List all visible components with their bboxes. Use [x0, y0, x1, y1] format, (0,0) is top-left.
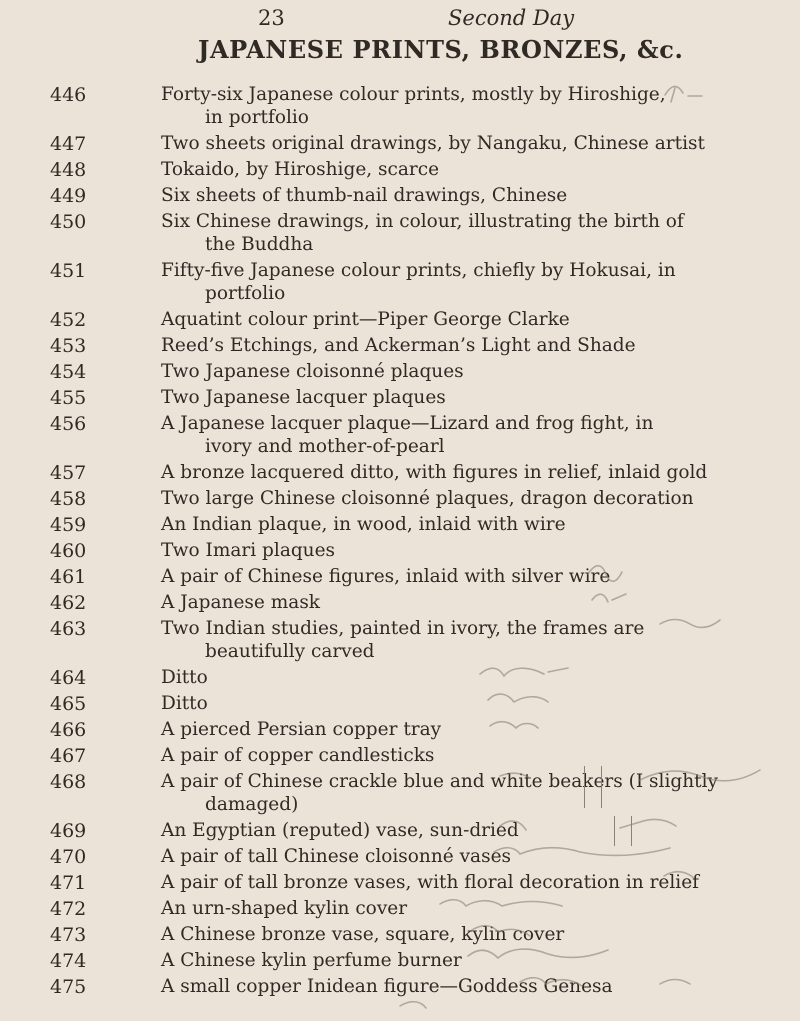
lot-description: Two Japanese cloisonné plaques	[161, 361, 464, 382]
lot-number: 446	[50, 84, 87, 106]
lot-number: 457	[50, 462, 87, 484]
lot-description: Ditto	[161, 693, 208, 714]
lot-number: 467	[50, 745, 87, 767]
lot-number: 471	[50, 872, 87, 894]
lot-description: Reed’s Etchings, and Ackerman’s Light and Shade	[161, 335, 636, 356]
lot-description: A Chinese bronze vase, square, kylin cover	[161, 924, 565, 945]
lot-number: 452	[50, 309, 87, 331]
lot-description: Two sheets original drawings, by Nangaku, Chinese artist	[161, 133, 705, 154]
lot-description: Fifty-five Japanese colour prints, chiefly by Hokusai, in	[161, 260, 676, 281]
lot-number: 465	[50, 693, 87, 715]
handwritten-price-mark	[488, 694, 548, 702]
lot-number: 475	[50, 976, 87, 998]
lot-description: Two large Chinese cloisonné plaques, dragon decoration	[161, 488, 694, 509]
lot-number: 474	[50, 950, 87, 972]
lot-number: 449	[50, 185, 87, 207]
lot-description: An urn-shaped kylin cover	[161, 898, 408, 919]
handwritten-price-mark	[490, 722, 538, 728]
handwritten-price-mark	[665, 86, 702, 102]
page-number: 23	[258, 6, 285, 30]
handwritten-price-mark	[480, 668, 568, 676]
pencil-bracket	[584, 766, 602, 808]
handwritten-price-mark	[440, 900, 562, 906]
handwritten-price-mark	[494, 848, 670, 856]
lot-description: A pair of copper candlesticks	[161, 745, 435, 766]
lot-description: A Chinese kylin perfume burner	[161, 950, 462, 971]
lot-description: Forty-six Japanese colour prints, mostly by Hiroshige,	[161, 84, 666, 105]
lot-number: 464	[50, 667, 87, 689]
handwritten-price-mark	[592, 594, 626, 602]
lot-description: Aquatint colour print—Piper George Clarke	[161, 309, 570, 330]
lot-number: 451	[50, 260, 87, 282]
lot-number: 462	[50, 592, 87, 614]
lot-description: Two Japanese lacquer plaques	[161, 387, 446, 408]
lot-description: Ditto	[161, 667, 208, 688]
pencil-bracket	[614, 816, 632, 846]
lot-description-cont: beautifully carved	[205, 641, 375, 662]
lot-number: 455	[50, 387, 87, 409]
lot-description: A pair of Chinese crackle blue and white beakers (I slightly	[161, 771, 718, 792]
lot-description: A Japanese mask	[161, 592, 321, 613]
lot-description-cont: portfolio	[205, 283, 286, 304]
handwritten-price-mark	[468, 949, 608, 958]
lot-number: 454	[50, 361, 87, 383]
lot-description-cont: ivory and mother-of-pearl	[205, 436, 445, 457]
lot-number: 458	[50, 488, 87, 510]
lot-description-cont: the Buddha	[205, 234, 314, 255]
lot-description: An Indian plaque, in wood, inlaid with wire	[161, 514, 566, 535]
lot-description: A pair of Chinese figures, inlaid with silver wire	[161, 566, 611, 587]
lot-description: A pair of tall Chinese cloisonné vases	[161, 846, 512, 867]
lot-number: 450	[50, 211, 87, 233]
lot-description: Tokaido, by Hiroshige, scarce	[161, 159, 440, 180]
lot-number: 463	[50, 618, 87, 640]
handwritten-price-mark	[660, 620, 720, 628]
lot-number: 448	[50, 159, 87, 181]
lot-number: 472	[50, 898, 87, 920]
lot-number: 461	[50, 566, 87, 588]
lot-number: 468	[50, 771, 87, 793]
lot-description: Six Chinese drawings, in colour, illustrating the birth of	[161, 211, 684, 232]
lot-description: A bronze lacquered ditto, with figures in relief, inlaid gold	[161, 462, 708, 483]
lot-number: 459	[50, 514, 87, 536]
handwritten-price-mark	[400, 1002, 426, 1008]
section-title: JAPANESE PRINTS, BRONZES, &c.	[198, 35, 684, 64]
lot-number: 447	[50, 133, 87, 155]
lot-description: An Egyptian (reputed) vase, sun-dried	[161, 820, 519, 841]
lot-number: 470	[50, 846, 87, 868]
lot-description: A small copper Inidean figure—Goddess Genesa	[161, 976, 613, 997]
lot-description: A pierced Persian copper tray	[161, 719, 442, 740]
lot-description-cont: in portfolio	[205, 107, 309, 128]
lot-description: A pair of tall bronze vases, with floral decoration in relief	[161, 872, 699, 893]
sale-day: Second Day	[448, 6, 575, 30]
lot-description: Two Indian studies, painted in ivory, the frames are	[161, 618, 645, 639]
handwritten-price-mark	[500, 819, 676, 830]
lot-number: 469	[50, 820, 87, 842]
lot-description: A Japanese lacquer plaque—Lizard and frog fight, in	[161, 413, 654, 434]
lot-number: 453	[50, 335, 87, 357]
lot-number: 456	[50, 413, 87, 435]
lot-number: 473	[50, 924, 87, 946]
lot-description-cont: damaged)	[205, 794, 299, 815]
lot-description: Two Imari plaques	[161, 540, 336, 561]
lot-number: 460	[50, 540, 87, 562]
lot-description: Six sheets of thumb-nail drawings, Chinese	[161, 185, 568, 206]
lot-number: 466	[50, 719, 87, 741]
